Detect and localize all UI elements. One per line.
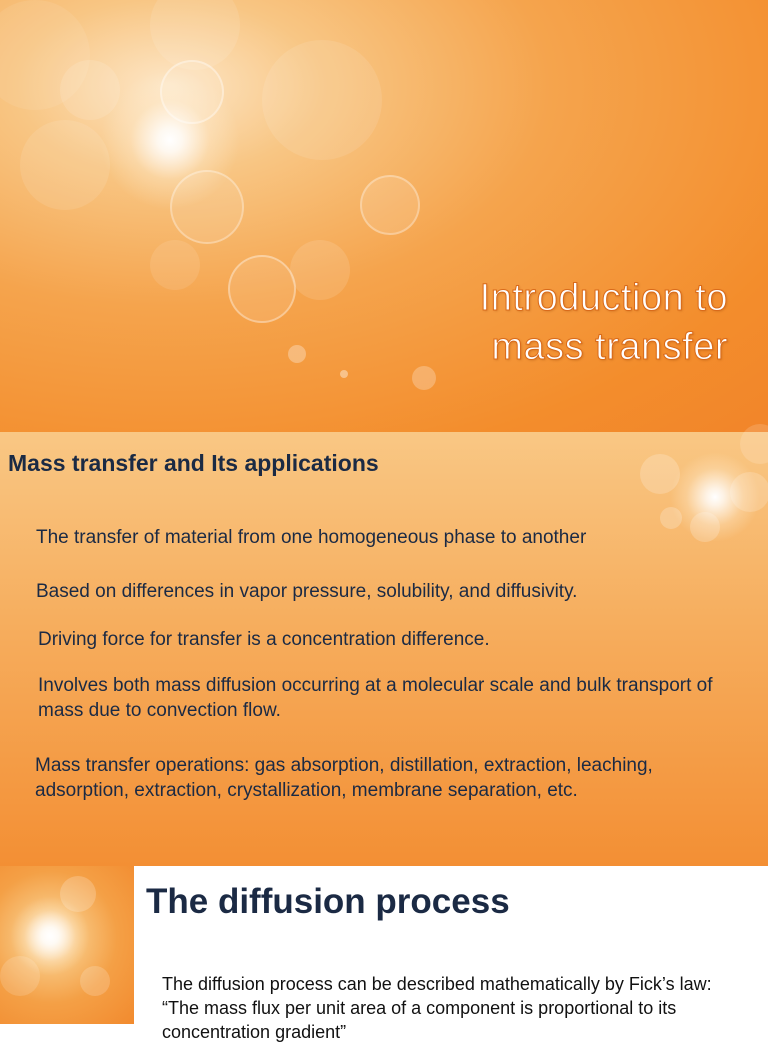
- decorative-side-panel: [0, 866, 134, 1024]
- diffusion-slide: [0, 866, 768, 1042]
- applications-slide: [0, 432, 768, 866]
- section-heading: Mass transfer and Its applications: [8, 450, 379, 476]
- title-line-2: mass transfer: [491, 326, 728, 368]
- diffusion-heading: The diffusion process: [146, 882, 510, 921]
- diffusion-body: The diffusion process can be described mathematically by Fick’s law: “The mass flux per unit area of a component is proportional to its concentration gradient”: [162, 974, 712, 1042]
- bokeh-dot: [412, 366, 436, 390]
- bokeh-circle: [640, 454, 680, 494]
- bokeh-circle: [150, 240, 200, 290]
- title-slide: [0, 0, 768, 432]
- bokeh-circle: [290, 240, 350, 300]
- bokeh-circle: [262, 40, 382, 160]
- bokeh-circle: [150, 0, 240, 70]
- bokeh-circle: [740, 424, 780, 464]
- bokeh-circle: [228, 255, 296, 323]
- title-line-1: Introduction to: [479, 277, 728, 319]
- bokeh-circle: [20, 120, 110, 210]
- bokeh-dot: [340, 370, 348, 378]
- bokeh-circle: [80, 966, 110, 996]
- bullet-3: Driving force for transfer is a concentration difference.: [38, 629, 490, 650]
- bullet-4: Involves both mass diffusion occurring at a molecular scale and bulk transport of mass due to convection flow.: [38, 675, 713, 721]
- bokeh-circle: [60, 876, 96, 912]
- slide-title: [480, 274, 728, 372]
- bokeh-dot: [288, 345, 306, 363]
- bullet-5: Mass transfer operations: gas absorption, distillation, extraction, leaching, adsorption, extraction, crystallization, membrane separation, etc.: [35, 755, 653, 801]
- bokeh-circle: [360, 175, 420, 235]
- bullet-2: Based on differences in vapor pressure, solubility, and diffusivity.: [36, 581, 578, 602]
- bokeh-circle: [0, 956, 40, 996]
- bokeh-circle: [730, 472, 770, 512]
- bullet-1: The transfer of material from one homogeneous phase to another: [36, 527, 587, 548]
- bokeh-circle: [170, 170, 244, 244]
